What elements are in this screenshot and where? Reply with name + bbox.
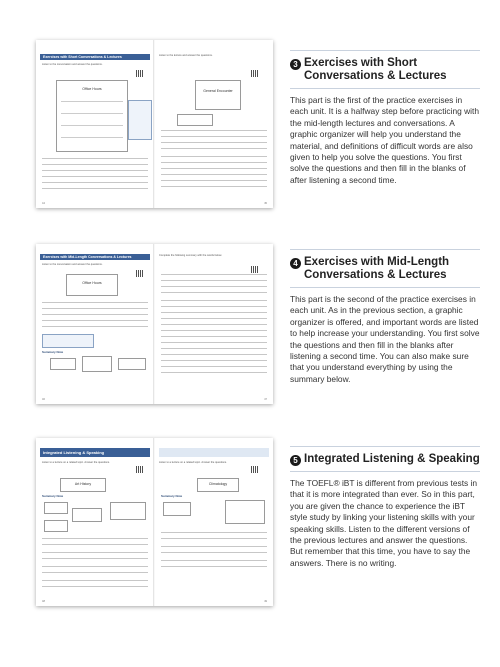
graphic-organizer <box>60 478 106 492</box>
left-page: Integrated Listening & Speaking Listen to a lecture on a related topic. Answer the questions. Art History Summary Note 48 <box>36 438 154 606</box>
graphic-organizer <box>66 274 118 296</box>
summary-note-label: Summary Note <box>42 494 64 498</box>
graphic-organizer <box>56 80 128 152</box>
graphic-organizer <box>195 80 241 110</box>
page-header-bar: Exercises with Mid-Length Conversations & Lectures <box>40 254 150 260</box>
section-description: The TOEFL® iBT is different from previous tests in that it is more integrated than ever. So in this part, you are given the chance to experience the iBT style study by linking your listening skills with your speaking skills. Listen to the different versions of the previous lectures and answer the questions. But remember that this time, you have to say the answers. There is no writing. <box>290 478 478 568</box>
right-page: Listen to a lecture on a related topic. Answer the questions. Climatology Summary Note 49 <box>155 438 273 606</box>
page-spread-thumbnail <box>36 244 273 404</box>
organizer-title: Office Hours <box>82 281 102 285</box>
section-title: Integrated Listening & Speaking <box>304 453 480 465</box>
section-number-badge: 5 <box>290 455 301 466</box>
section-description: This part is the first of the practice exercises in each unit. It is a halfway step before practicing with the mid-length lectures and conversations. A graphic organizer will help you understand the material, and definitions of difficult words are also given to help you solve the questions. You first solve the questions and then fill in the blanks of after listening a second time. <box>290 95 480 185</box>
section-title: Exercises with Mid-Length Conversations & Lectures <box>304 256 450 281</box>
page-header-bar: Exercises with Short Conversations & Lectures <box>40 54 150 60</box>
section-heading <box>290 249 480 282</box>
right-page: Complete the following summary with the words below. 47 <box>155 244 273 404</box>
page-header-bar: Integrated Listening & Speaking <box>40 448 150 457</box>
organizer-title: Office Hours <box>82 87 102 91</box>
section-title: Exercises with Short Conversations & Lectures <box>304 57 447 82</box>
section-number-badge: 3 <box>290 59 301 70</box>
section-description: This part is the second of the practice exercises in each unit. As in the previous section, a graphic organizer is offered, and important words are listed to help increase your understanding. You first solve the questions and then fill in the blanks after listening a second time. You can also make sure that you understand everything by using the summary below. <box>290 294 480 384</box>
organizer-title: Art History <box>74 482 92 486</box>
page-spread-thumbnail <box>36 438 273 606</box>
page-spread-thumbnail <box>36 40 273 208</box>
left-page: Exercises with Mid-Length Conversations & Lectures Listen to the conversation and answer the questions. Office Hours Summary Note 46 <box>36 244 154 404</box>
left-page: Exercises with Short Conversations & Lectures Listen to the conversation and answer the questions. Office Hours 44 <box>36 40 154 208</box>
section-heading <box>290 446 480 466</box>
organizer-title: Climatology <box>208 482 228 486</box>
graphic-organizer <box>197 478 239 492</box>
organizer-title: General Encounter <box>203 89 233 93</box>
section-heading <box>290 50 480 83</box>
section-number-badge: 4 <box>290 258 301 269</box>
right-page: Listen to the lecture and answer the questions. General Encounter 45 <box>155 40 273 208</box>
